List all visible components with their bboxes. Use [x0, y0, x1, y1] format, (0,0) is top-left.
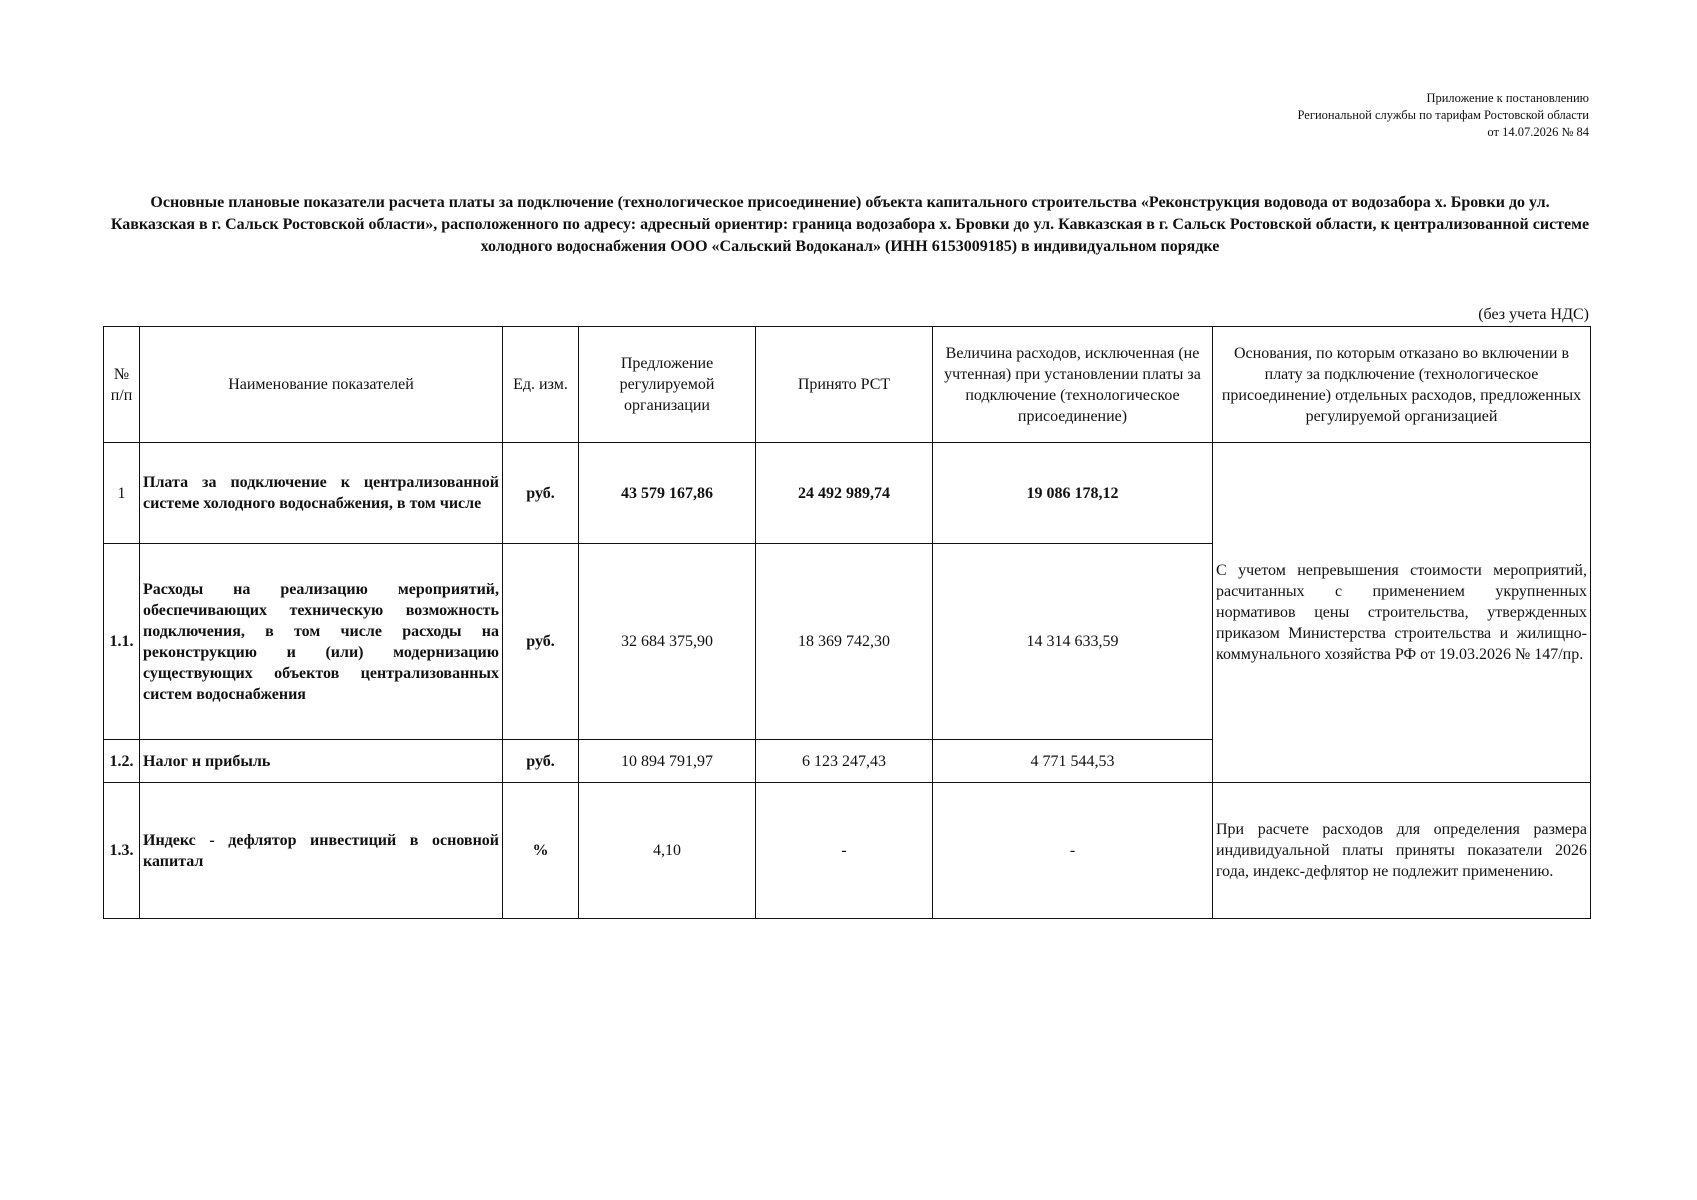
table-row	[104, 443, 1591, 544]
row-accepted: 24 492 989,74	[756, 443, 933, 544]
vat-note: (без учета НДС)	[1478, 306, 1589, 323]
approval-line-1: Приложение к постановлению	[1426, 91, 1589, 105]
row-proposal: 10 894 791,97	[579, 740, 756, 783]
row-proposal: 43 579 167,86	[579, 443, 756, 544]
row-name: Плата за подключение к централизованной системе холодного водоснабжения, в том числе	[140, 443, 503, 544]
row-reason-merged: С учетом непревышения стоимости мероприятий, расчитанных с применением укрупненных нормативов цены строительства, утвержденных приказом Министерства строительства и жилищно-коммунального хозяйства РФ от 19.03.2026 № 147/пр.	[1213, 443, 1591, 783]
approval-line-2: Региональной службы по тарифам Ростовской области	[1297, 108, 1589, 122]
row-proposal: 4,10	[579, 783, 756, 919]
header-unit: Ед. изм.	[503, 327, 579, 443]
header-proposal: Предложение регулируемой организации	[579, 327, 756, 443]
row-excluded: 14 314 633,59	[933, 544, 1213, 740]
header-excluded: Величина расходов, исключенная (не учтенная) при установлении платы за подключение (технологическое присоединение)	[933, 327, 1213, 443]
row-excluded: 4 771 544,53	[933, 740, 1213, 783]
row-num: 1	[104, 443, 140, 544]
row-name: Расходы на реализацию мероприятий, обеспечивающих техническую возможность подключения, в том числе расходы на реконструкцию и (или) модернизацию существующих объектов централизованных систем водоснабжения	[140, 544, 503, 740]
document-title: Основные плановые показатели расчета платы за подключение (технологическое присоединение) объекта капитального строительства «Реконструкция водовода от водозабора х. Бровки до ул. Кавказская в г. Сальск Ростовской области», расположенного по адресу: адресный ориентир: граница водозабора х. Бровки до ул. Кавказская в г. Сальск Ростовской области, к централизованной системе холодного водоснабжения ООО «Сальский Водоканал» (ИНН 6153009185) в индивидуальном порядке	[110, 194, 1590, 255]
row-unit: руб.	[503, 443, 579, 544]
row-unit: %	[503, 783, 579, 919]
row-num: 1.3.	[104, 783, 140, 919]
row-name: Индекс - дефлятор инвестиций в основной капитал	[140, 783, 503, 919]
header-accepted: Принято РСТ	[756, 327, 933, 443]
row-accepted: 18 369 742,30	[756, 544, 933, 740]
row-accepted: -	[756, 783, 933, 919]
approval-line-3: от 14.07.2026 № 84	[1487, 125, 1589, 139]
indicators-table	[103, 326, 1591, 919]
header-reasons: Основания, по которым отказано во включении в плату за подключение (технологическое присоединение) отдельных расходов, предложенных регулируемой организацией	[1213, 327, 1591, 443]
header-name: Наименование показателей	[140, 327, 503, 443]
row-accepted: 6 123 247,43	[756, 740, 933, 783]
approval-reference	[1169, 90, 1589, 141]
row-name: Налог н прибыль	[140, 740, 503, 783]
header-num: № п/п	[104, 327, 140, 443]
row-proposal: 32 684 375,90	[579, 544, 756, 740]
table-row	[104, 783, 1591, 919]
row-unit: руб.	[503, 740, 579, 783]
row-unit: руб.	[503, 544, 579, 740]
row-num: 1.2.	[104, 740, 140, 783]
table-header-row	[104, 327, 1591, 443]
row-reason: При расчете расходов для определения размера индивидуальной платы приняты показатели 2026 года, индекс-дефлятор не подлежит применению.	[1213, 783, 1591, 919]
row-num: 1.1.	[104, 544, 140, 740]
row-excluded: -	[933, 783, 1213, 919]
row-excluded: 19 086 178,12	[933, 443, 1213, 544]
